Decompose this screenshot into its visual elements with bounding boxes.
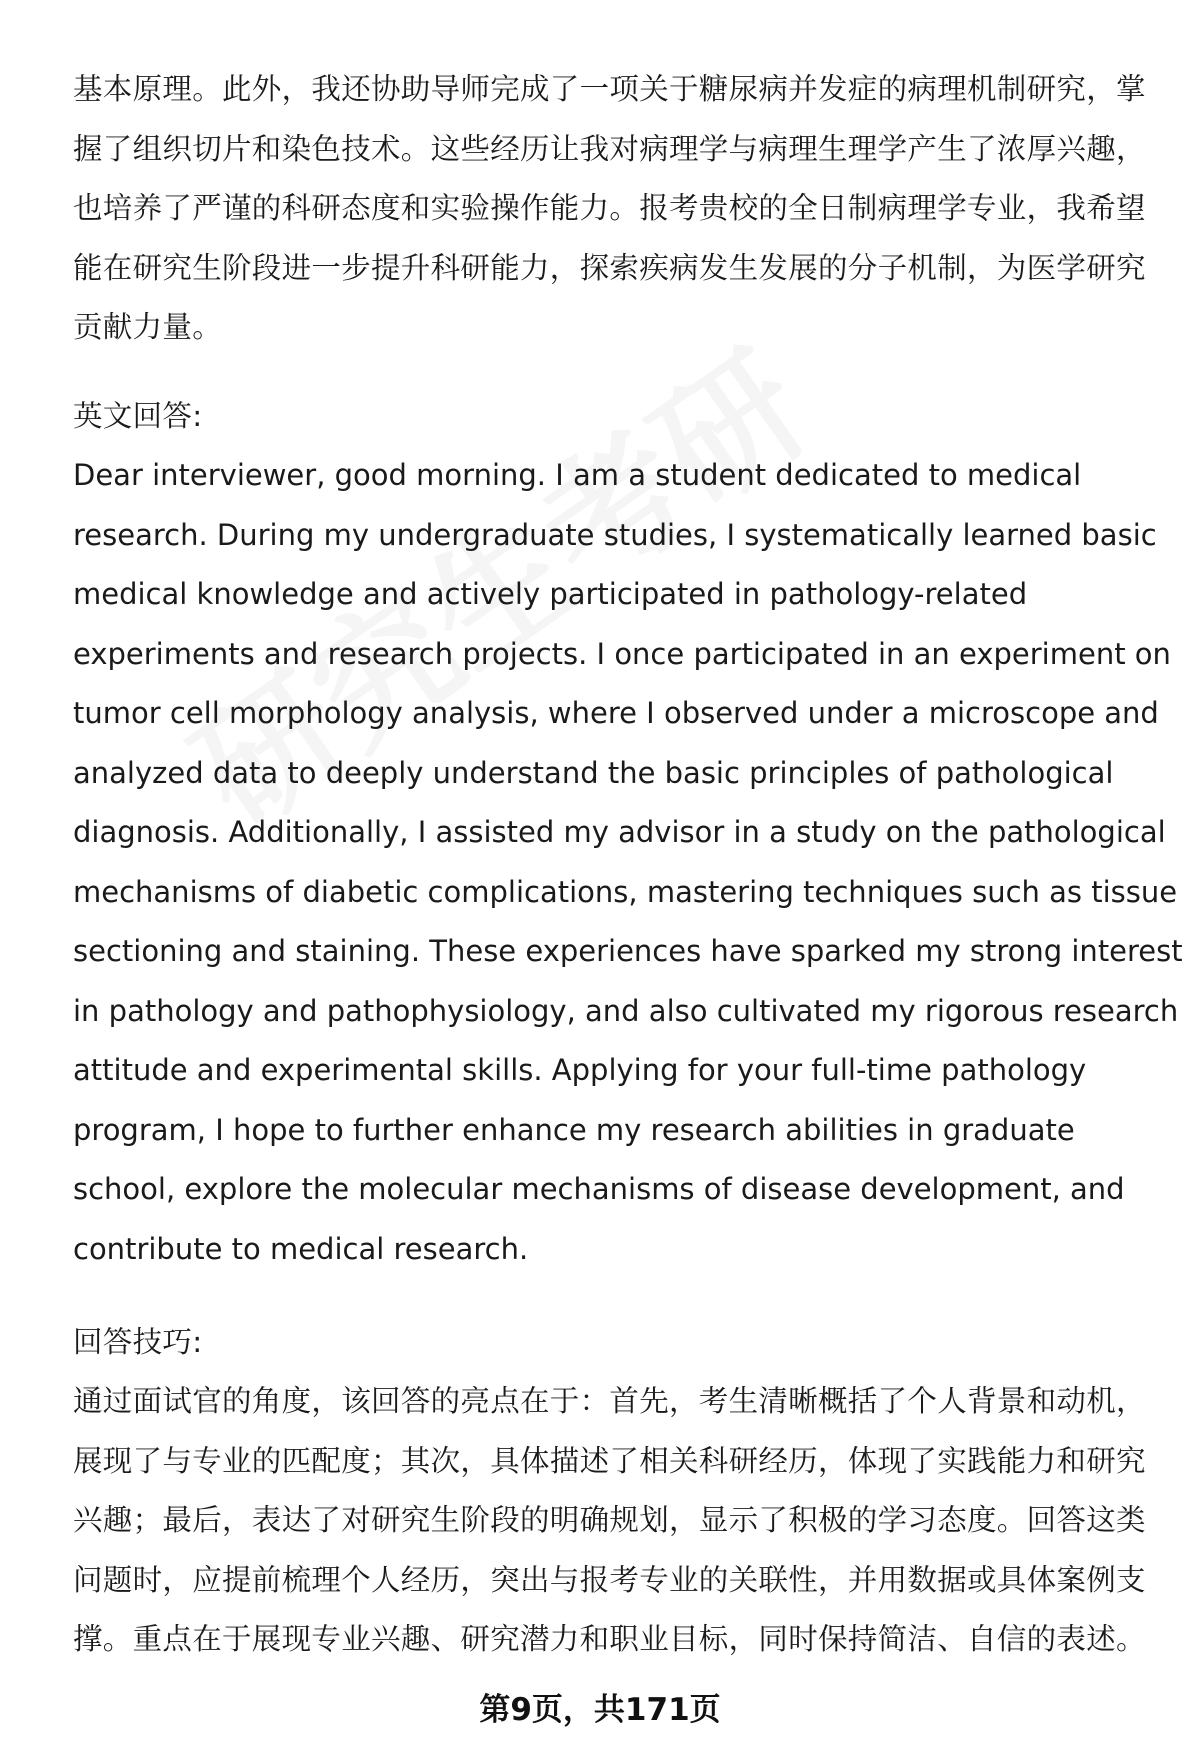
text-line: attitude and experimental skills. Applying for your full-time pathology bbox=[73, 1053, 1087, 1087]
text-line: diagnosis. Additionally, I assisted my advisor in a study on the pathological bbox=[73, 815, 1166, 849]
text-line: 基本原理。此外，我还协助导师完成了一项关于糖尿病并发症的病理机制研究，掌 bbox=[73, 72, 1146, 106]
text-line: research. During my undergraduate studies, I systematically learned basic bbox=[73, 517, 1157, 552]
text-line: 撑。重点在于展现专业兴趣、研究潜力和职业目标，同时保持简洁、自信的表述。 bbox=[73, 1622, 1146, 1656]
english-answer-label: 英文回答: bbox=[73, 399, 203, 433]
text-line: 握了组织切片和染色技术。这些经历让我对病理学与病理生理学产生了浓厚兴趣， bbox=[73, 131, 1146, 166]
text-line: program, I hope to further enhance my research abilities in graduate bbox=[73, 1112, 1075, 1147]
text-line: 也培养了严谨的科研态度和实验操作能力。报考贵校的全日制病理学专业，我希望 bbox=[73, 191, 1146, 225]
text-line: 通过面试官的角度，该回答的亮点在于：首先，考生清晰概括了个人背景和动机， bbox=[73, 1384, 1146, 1418]
text-line: 兴趣；最后，表达了对研究生阶段的明确规划，显示了积极的学习态度。回答这类 bbox=[73, 1503, 1146, 1537]
text-line: school, explore the molecular mechanisms of disease development, and bbox=[73, 1172, 1125, 1206]
text-line: 贡献力量。 bbox=[73, 310, 223, 344]
text-line: medical knowledge and actively participated in pathology-related bbox=[73, 577, 1028, 611]
text-line: tumor cell morphology analysis, where I observed under a microscope and bbox=[73, 696, 1159, 730]
tips-paragraph bbox=[73, 1372, 1146, 1670]
text-line: mechanisms of diabetic complications, mastering techniques such as tissue bbox=[73, 874, 1178, 909]
text-line: experiments and research projects. I once participated in an experiment on bbox=[73, 636, 1171, 671]
tips-label: 回答技巧: bbox=[73, 1325, 203, 1359]
english-answer-paragraph bbox=[73, 446, 1183, 1279]
text-line: Dear interviewer, good morning. I am a student dedicated to medical bbox=[73, 458, 1082, 492]
text-line: analyzed data to deeply understand the basic principles of pathological bbox=[73, 755, 1114, 790]
text-line: sectioning and staining. These experiences have sparked my strong interest bbox=[73, 934, 1183, 968]
text-line: 问题时，应提前梳理个人经历，突出与报考专业的关联性，并用数据或具体案例支 bbox=[73, 1562, 1146, 1597]
text-line: 能在研究生阶段进一步提升科研能力，探索疾病发生发展的分子机制，为医学研究 bbox=[73, 250, 1146, 285]
text-line: in pathology and pathophysiology, and also cultivated my rigorous research bbox=[73, 993, 1179, 1028]
text-line: 展现了与专业的匹配度；其次，具体描述了相关科研经历，体现了实践能力和研究 bbox=[73, 1443, 1146, 1478]
text-line: contribute to medical research. bbox=[73, 1231, 529, 1266]
page-number: 第9页，共171页 bbox=[479, 1692, 721, 1728]
intro-paragraph bbox=[73, 60, 1146, 358]
